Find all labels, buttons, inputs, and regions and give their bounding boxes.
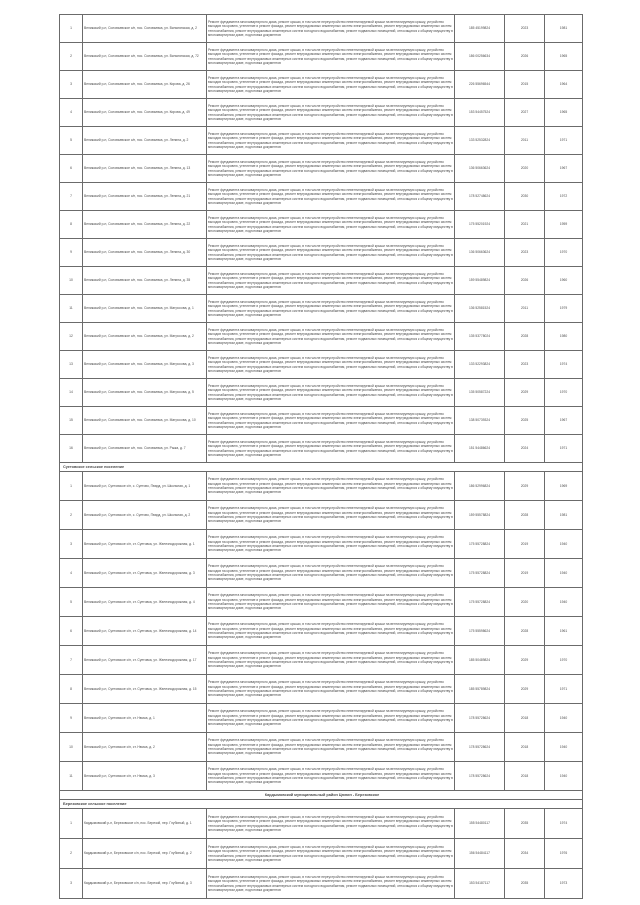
planned-year-cell: 2023	[505, 351, 545, 379]
planned-year-cell: 2029	[505, 646, 545, 675]
address-cell: Велижский р-н, Соловьевское с/п, пос. Соловьевка, ул. Ленина, д. 2	[83, 127, 207, 155]
row-number-cell: 5	[60, 588, 83, 617]
table-row	[60, 530, 583, 559]
table-row	[60, 762, 583, 791]
table-row	[60, 839, 583, 869]
row-number-cell: 1	[60, 472, 83, 501]
cost-cell: 136 50663624	[455, 239, 505, 267]
row-number-cell: 1	[60, 15, 83, 43]
built-year-cell: 1971	[545, 127, 583, 155]
row-number-cell: 6	[60, 617, 83, 646]
built-year-cell: 1979	[545, 295, 583, 323]
table-row	[60, 646, 583, 675]
planned-year-cell: 2025	[505, 407, 545, 435]
cost-cell: 138 50739324	[455, 407, 505, 435]
table-row	[60, 407, 583, 435]
work-types-cell: Ремонт фундамента многоквартирного дома, ремонт крыши, в том числе переустройство невентилируемой крыши на вентилируемую крышу, устройство выходов на кровлю, утепление и ремонт фасада, ремонт внутридомовых инженерных систем электроснабжения, ремонт внутридомовых инженерных систем теплоснабжения, ремонт внутридомовых инженерных систем холодного водоснабжения, ремонт подвальных помещений, относящихся к общему имуществу в многоквартирном доме, подготовка документов	[207, 646, 455, 675]
settlement-heading	[60, 800, 583, 809]
built-year-cell: 1981	[545, 501, 583, 530]
planned-year-cell: 2026	[505, 267, 545, 295]
table-row	[60, 559, 583, 588]
work-types-cell: Ремонт фундамента многоквартирного дома, ремонт крыши, в том числе переустройство невентилируемой крыши на вентилируемую крышу, устройство выходов на кровлю, утепление и ремонт фасада, ремонт внутридомовых инженерных систем электроснабжения, ремонт внутридомовых инженерных систем теплоснабжения, ремонт внутридомовых инженерных систем холодного водоснабжения, ремонт подвальных помещений, относящихся к общему имуществу в многоквартирном доме, подготовка документов	[207, 323, 455, 351]
row-number-cell: 3	[60, 71, 83, 99]
cost-cell: 186 52996824	[455, 472, 505, 501]
address-cell: Велижский р-н, Соловьевское с/п, пос. Соловьевка, ул. Ленина, д. 35	[83, 267, 207, 295]
table-row	[60, 435, 583, 463]
table-row	[60, 617, 583, 646]
row-number-cell: 7	[60, 183, 83, 211]
built-year-cell: 1970	[545, 379, 583, 407]
work-types-cell: Ремонт фундамента многоквартирного дома, ремонт крыши, в том числе переустройство невентилируемой крыши на вентилируемую крышу, устройство выходов на кровлю, утепление и ремонт фасада, ремонт внутридомовых инженерных систем электроснабжения, ремонт внутридомовых инженерных систем теплоснабжения, ремонт внутридомовых инженерных систем холодного водоснабжения, ремонт подвальных помещений, относящихся к общему имуществу в многоквартирном доме, подготовка документов	[207, 295, 455, 323]
capital-repair-table	[59, 14, 583, 899]
cost-cell: 175 55728824	[455, 588, 505, 617]
row-number-cell: 7	[60, 646, 83, 675]
work-types-cell: Ремонт фундамента многоквартирного дома, ремонт крыши, в том числе переустройство невентилируемой крыши на вентилируемую крышу, устройство выходов на кровлю, утепление и ремонт фасада, ремонт внутридомовых инженерных систем электроснабжения, ремонт внутридомовых инженерных систем теплоснабжения, ремонт внутридомовых инженерных систем холодного водоснабжения, ремонт подвальных помещений, относящихся к общему имуществу в многоквартирном доме, подготовка документов	[207, 267, 455, 295]
work-types-cell: Ремонт фундамента многоквартирного дома, ремонт крыши, в том числе переустройство невентилируемой крыши на вентилируемую крышу, устройство выходов на кровлю, утепление и ремонт фасада, ремонт внутридомовых инженерных систем электроснабжения, ремонт внутридомовых инженерных систем теплоснабжения, ремонт внутридомовых инженерных систем холодного водоснабжения, ремонт подвальных помещений, относящихся к общему имуществу в многоквартирном доме, подготовка документов	[207, 472, 455, 501]
row-number-cell: 13	[60, 351, 83, 379]
row-number-cell: 12	[60, 323, 83, 351]
cost-cell: 153 54457524	[455, 99, 505, 127]
cost-cell: 133 52532824	[455, 127, 505, 155]
table-body	[60, 15, 583, 899]
planned-year-cell: 2020	[505, 588, 545, 617]
cost-cell: 156 54484117	[455, 839, 505, 869]
work-types-cell: Ремонт фундамента многоквартирного дома, ремонт крыши, в том числе переустройство невентилируемой крыши на вентилируемую крышу, устройство выходов на кровлю, утепление и ремонт фасада, ремонт внутридомовых инженерных систем электроснабжения, ремонт внутридомовых инженерных систем теплоснабжения, ремонт внутридомовых инженерных систем холодного водоснабжения, ремонт подвальных помещений, относящихся к общему имуществу в многоквартирном доме, подготовка документов	[207, 704, 455, 733]
row-number-cell: 1	[60, 809, 83, 839]
cost-cell: 155 54480117	[455, 809, 505, 839]
planned-year-cell: 2019	[505, 530, 545, 559]
built-year-cell: 1974	[545, 351, 583, 379]
built-year-cell: 1980	[545, 323, 583, 351]
cost-cell: 178 55728624	[455, 762, 505, 791]
work-types-cell: Ремонт фундамента многоквартирного дома, ремонт крыши, в том числе переустройство невентилируемой крыши на вентилируемую крышу, устройство выходов на кровлю, утепление и ремонт фасада, ремонт внутридомовых инженерных систем электроснабжения, ремонт внутридомовых инженерных систем теплоснабжения, ремонт внутридомовых инженерных систем холодного водоснабжения, ремонт подвальных помещений, относящихся к общему имуществу в многоквартирном доме, подготовка документов	[207, 869, 455, 899]
row-number-cell: 2	[60, 839, 83, 869]
table-row	[60, 869, 583, 899]
address-cell: Велижский р-н, Соловьевское с/п, пос. Соловьевка, ул. Матросова, д. 2	[83, 323, 207, 351]
planned-year-cell: 2011	[505, 127, 545, 155]
built-year-cell: 1940	[545, 733, 583, 762]
address-cell: Велижский р-н, Суетовское с/п, ст. Суетовка, ул. Железнодорожная, д. 17	[83, 646, 207, 675]
row-number-cell: 6	[60, 155, 83, 183]
work-types-cell: Ремонт фундамента многоквартирного дома, ремонт крыши, в том числе переустройство невентилируемой крыши на вентилируемую крышу, устройство выходов на кровлю, утепление и ремонт фасада, ремонт внутридомовых инженерных систем электроснабжения, ремонт внутридомовых инженерных систем теплоснабжения, ремонт внутридомовых инженерных систем холодного водоснабжения, ремонт подвальных помещений, относящихся к общему имуществу в многоквартирном доме, подготовка документов	[207, 239, 455, 267]
table-row	[60, 267, 583, 295]
work-types-cell: Ремонт фундамента многоквартирного дома, ремонт крыши, в том числе переустройство невентилируемой крыши на вентилируемую крышу, устройство выходов на кровлю, утепление и ремонт фасада, ремонт внутридомовых инженерных систем электроснабжения, ремонт внутридомовых инженерных систем теплоснабжения, ремонт внутридомовых инженерных систем холодного водоснабжения, ремонт подвальных помещений, относящихся к общему имуществу в многоквартирном доме, подготовка документов	[207, 71, 455, 99]
table-row	[60, 295, 583, 323]
planned-year-cell: 2028	[505, 323, 545, 351]
table-row	[60, 239, 583, 267]
built-year-cell: 1940	[545, 762, 583, 791]
work-types-cell: Ремонт фундамента многоквартирного дома, ремонт крыши, в том числе переустройство невентилируемой крыши на вентилируемую крышу, устройство выходов на кровлю, утепление и ремонт фасада, ремонт внутридомовых инженерных систем электроснабжения, ремонт внутридомовых инженерных систем теплоснабжения, ремонт внутридомовых инженерных систем холодного водоснабжения, ремонт подвальных помещений, относящихся к общему имуществу в многоквартирном доме, подготовка документов	[207, 762, 455, 791]
row-number-cell: 11	[60, 295, 83, 323]
work-types-cell: Ремонт фундамента многоквартирного дома, ремонт крыши, в том числе переустройство невентилируемой крыши на вентилируемую крышу, устройство выходов на кровлю, утепление и ремонт фасада, ремонт внутридомовых инженерных систем электроснабжения, ремонт внутридомовых инженерных систем теплоснабжения, ремонт внутридомовых инженерных систем холодного водоснабжения, ремонт подвальных помещений, относящихся к общему имуществу в многоквартирном доме, подготовка документов	[207, 379, 455, 407]
table-row	[60, 704, 583, 733]
address-cell: Велижский р-н, Соловьевское с/п, пос. Соловьевка, ул. Матросова, д. 10	[83, 407, 207, 435]
built-year-cell: 1970	[545, 239, 583, 267]
planned-year-cell: 2011	[505, 295, 545, 323]
table-row	[60, 351, 583, 379]
cost-cell: 175 55598624	[455, 617, 505, 646]
work-types-cell: Ремонт фундамента многоквартирного дома, ремонт крыши, в том числе переустройство невентилируемой крыши на вентилируемую крышу, устройство выходов на кровлю, утепление и ремонт фасада, ремонт внутридомовых инженерных систем электроснабжения, ремонт внутридомовых инженерных систем теплоснабжения, ремонт внутридомовых инженерных систем холодного водоснабжения, ремонт подвальных помещений, относящихся к общему имуществу в многоквартирном доме, подготовка документов	[207, 530, 455, 559]
planned-year-cell: 2018	[505, 733, 545, 762]
built-year-cell: 1959	[545, 211, 583, 239]
settlement-heading-label: Суетовское сельское поселение	[60, 463, 583, 472]
address-cell: Велижский р-н, Соловьевское с/п, пос. Соловьевка, ул. Вильнянская, д. 72	[83, 43, 207, 71]
address-cell: Велижский р-н, Суетовское с/п, ст. Суетовка, ул. Железнодорожная, д. 14	[83, 617, 207, 646]
row-number-cell: 3	[60, 530, 83, 559]
built-year-cell: 1960	[545, 267, 583, 295]
row-number-cell: 11	[60, 762, 83, 791]
row-number-cell: 10	[60, 267, 83, 295]
cost-cell: 133 52293824	[455, 351, 505, 379]
cost-cell: 175 55728824	[455, 530, 505, 559]
table-row	[60, 211, 583, 239]
planned-year-cell: 2028	[505, 501, 545, 530]
table-row	[60, 472, 583, 501]
cost-cell: 136 52581524	[455, 295, 505, 323]
work-types-cell: Ремонт фундамента многоквартирного дома, ремонт крыши, в том числе переустройство невентилируемой крыши на вентилируемую крышу, устройство выходов на кровлю, утепление и ремонт фасада, ремонт внутридомовых инженерных систем электроснабжения, ремонт внутридомовых инженерных систем теплоснабжения, ремонт внутридомовых инженерных систем холодного водоснабжения, ремонт подвальных помещений, относящихся к общему имуществу в многоквартирном доме, подготовка документов	[207, 183, 455, 211]
planned-year-cell: 2029	[505, 472, 545, 501]
address-cell: Велижский р-н, Соловьевское с/п, пос. Соловьевка, ул. Матросова, д. 1	[83, 295, 207, 323]
address-cell: Велижский р-н, Суетовское с/п, ст. Суетовка, ул. Железнодорожная, д. 3	[83, 559, 207, 588]
cost-cell: 185 55789824	[455, 675, 505, 704]
cost-cell: 159 55489824	[455, 267, 505, 295]
table-row	[60, 43, 583, 71]
address-cell: Велижский р-н, Соловьевское с/п, пос. Соловьевка, ул. Ленина, д. 30	[83, 239, 207, 267]
built-year-cell: 1940	[545, 588, 583, 617]
built-year-cell: 1970	[545, 646, 583, 675]
work-types-cell: Ремонт фундамента многоквартирного дома, ремонт крыши, в том числе переустройство невентилируемой крыши на вентилируемую крышу, устройство выходов на кровлю, утепление и ремонт фасада, ремонт внутридомовых инженерных систем электроснабжения, ремонт внутридомовых инженерных систем теплоснабжения, ремонт внутридомовых инженерных систем холодного водоснабжения, ремонт подвальных помещений, относящихся к общему имуществу в многоквартирном доме, подготовка документов	[207, 809, 455, 839]
address-cell: Велижский р-н, Соловьевское с/п, пос. Соловьевка, ул. Вильнянская, д. 2	[83, 15, 207, 43]
table-row	[60, 15, 583, 43]
work-types-cell: Ремонт фундамента многоквартирного дома, ремонт крыши, в том числе переустройство невентилируемой крыши на вентилируемую крышу, устройство выходов на кровлю, утепление и ремонт фасада, ремонт внутридомовых инженерных систем электроснабжения, ремонт внутридомовых инженерных систем теплоснабжения, ремонт внутридомовых инженерных систем холодного водоснабжения, ремонт подвальных помещений, относящихся к общему имуществу в многоквартирном доме, подготовка документов	[207, 15, 455, 43]
row-number-cell: 3	[60, 869, 83, 899]
built-year-cell: 1965	[545, 43, 583, 71]
built-year-cell: 1972	[545, 183, 583, 211]
row-number-cell: 5	[60, 127, 83, 155]
address-cell: Кардымовский р-н, Березовское с/п, пос. Березой, пер. Глубиный, д. 1	[83, 809, 207, 839]
address-cell: Велижский р-н, Соловьевское с/п, пос. Соловьевка, ул. Кирова, д. 49	[83, 99, 207, 127]
row-number-cell: 16	[60, 435, 83, 463]
table-row	[60, 99, 583, 127]
planned-year-cell: 2018	[505, 704, 545, 733]
work-types-cell: Ремонт фундамента многоквартирного дома, ремонт крыши, в том числе переустройство невентилируемой крыши на вентилируемую крышу, устройство выходов на кровлю, утепление и ремонт фасада, ремонт внутридомовых инженерных систем электроснабжения, ремонт внутридомовых инженерных систем теплоснабжения, ремонт внутридомовых инженерных систем холодного водоснабжения, ремонт подвальных помещений, относящихся к общему имуществу в многоквартирном доме, подготовка документов	[207, 733, 455, 762]
table-row	[60, 127, 583, 155]
work-types-cell: Ремонт фундамента многоквартирного дома, ремонт крыши, в том числе переустройство невентилируемой крыши на вентилируемую крышу, устройство выходов на кровлю, утепление и ремонт фасада, ремонт внутридомовых инженерных систем электроснабжения, ремонт внутридомовых инженерных систем теплоснабжения, ремонт внутридомовых инженерных систем холодного водоснабжения, ремонт подвальных помещений, относящихся к общему имуществу в многоквартирном доме, подготовка документов	[207, 211, 455, 239]
work-types-cell: Ремонт фундамента многоквартирного дома, ремонт крыши, в том числе переустройство невентилируемой крыши на вентилируемую крышу, устройство выходов на кровлю, утепление и ремонт фасада, ремонт внутридомовых инженерных систем электроснабжения, ремонт внутридомовых инженерных систем теплоснабжения, ремонт внутридомовых инженерных систем холодного водоснабжения, ремонт подвальных помещений, относящихся к общему имуществу в многоквартирном доме, подготовка документов	[207, 675, 455, 704]
table-row	[60, 588, 583, 617]
built-year-cell: 1940	[545, 559, 583, 588]
cost-cell: 226 55696544	[455, 71, 505, 99]
address-cell: Велижский р-н, Суетовское с/п, ст. Суетовка, ул. Железнодорожная, д. 4	[83, 588, 207, 617]
cost-cell: 175 55728824	[455, 559, 505, 588]
row-number-cell: 2	[60, 501, 83, 530]
work-types-cell: Ремонт фундамента многоквартирного дома, ремонт крыши, в том числе переустройство невентилируемой крыши на вентилируемую крышу, устройство выходов на кровлю, утепление и ремонт фасада, ремонт внутридомовых инженерных систем электроснабжения, ремонт внутридомовых инженерных систем теплоснабжения, ремонт внутридомовых инженерных систем холодного водоснабжения, ремонт подвальных помещений, относящихся к общему имуществу в многоквартирном доме, подготовка документов	[207, 435, 455, 463]
table-row	[60, 809, 583, 839]
address-cell: Велижский р-н, Суетовское с/п, с. Суетово, Пвард, ул. Школьная, д. 1	[83, 472, 207, 501]
built-year-cell: 1964	[545, 71, 583, 99]
settlement-heading	[60, 463, 583, 472]
row-number-cell: 9	[60, 239, 83, 267]
address-cell: Кардымовский р-н, Березовское с/п, пос. Березой, пер. Глубиный, д. 2	[83, 839, 207, 869]
table-row	[60, 323, 583, 351]
work-types-cell: Ремонт фундамента многоквартирного дома, ремонт крыши, в том числе переустройство невентилируемой крыши на вентилируемую крышу, устройство выходов на кровлю, утепление и ремонт фасада, ремонт внутридомовых инженерных систем электроснабжения, ремонт внутридомовых инженерных систем теплоснабжения, ремонт внутридомовых инженерных систем холодного водоснабжения, ремонт подвальных помещений, относящихся к общему имуществу в многоквартирном доме, подготовка документов	[207, 43, 455, 71]
address-cell: Велижский р-н, Соловьевское с/п, пос. Соловьевка, ул. Ленина, д. 13	[83, 155, 207, 183]
row-number-cell: 8	[60, 211, 83, 239]
cost-cell: 178 55728624	[455, 704, 505, 733]
district-heading	[60, 791, 583, 800]
row-number-cell: 2	[60, 43, 83, 71]
built-year-cell: 1976	[545, 839, 583, 869]
planned-year-cell: 2021	[505, 211, 545, 239]
work-types-cell: Ремонт фундамента многоквартирного дома, ремонт крыши, в том числе переустройство невентилируемой крыши на вентилируемую крышу, устройство выходов на кровлю, утепление и ремонт фасада, ремонт внутридомовых инженерных систем электроснабжения, ремонт внутридомовых инженерных систем теплоснабжения, ремонт внутридомовых инженерных систем холодного водоснабжения, ремонт подвальных помещений, относящихся к общему имуществу в многоквартирном доме, подготовка документов	[207, 588, 455, 617]
planned-year-cell: 2026	[505, 43, 545, 71]
work-types-cell: Ремонт фундамента многоквартирного дома, ремонт крыши, в том числе переустройство невентилируемой крыши на вентилируемую крышу, устройство выходов на кровлю, утепление и ремонт фасада, ремонт внутридомовых инженерных систем электроснабжения, ремонт внутридомовых инженерных систем теплоснабжения, ремонт внутридомовых инженерных систем холодного водоснабжения, ремонт подвальных помещений, относящихся к общему имуществу в многоквартирном доме, подготовка документов	[207, 617, 455, 646]
planned-year-cell: 2035	[505, 809, 545, 839]
built-year-cell: 1974	[545, 809, 583, 839]
row-number-cell: 14	[60, 379, 83, 407]
planned-year-cell: 2027	[505, 99, 545, 127]
address-cell: Велижский р-н, Соловьевское с/п, пос. Соловьевка, ул. Матросова, д. 3	[83, 351, 207, 379]
register-document	[59, 14, 582, 899]
planned-year-cell: 2035	[505, 869, 545, 899]
cost-cell: 151 54486624	[455, 435, 505, 463]
address-cell: Велижский р-н, Суетовское с/п, ст. Нюика, д. 1	[83, 704, 207, 733]
table-row	[60, 379, 583, 407]
built-year-cell: 1971	[545, 435, 583, 463]
work-types-cell: Ремонт фундамента многоквартирного дома, ремонт крыши, в том числе переустройство невентилируемой крыши на вентилируемую крышу, устройство выходов на кровлю, утепление и ремонт фасада, ремонт внутридомовых инженерных систем электроснабжения, ремонт внутридомовых инженерных систем теплоснабжения, ремонт внутридомовых инженерных систем холодного водоснабжения, ремонт подвальных помещений, относящихся к общему имуществу в многоквартирном доме, подготовка документов	[207, 351, 455, 379]
row-number-cell: 4	[60, 99, 83, 127]
row-number-cell: 15	[60, 407, 83, 435]
address-cell: Велижский р-н, Суетовское с/п, ст. Нюика, д. 3	[83, 762, 207, 791]
address-cell: Велижский р-н, Суетовское с/п, ст. Нюика, д. 2	[83, 733, 207, 762]
built-year-cell: 1981	[545, 15, 583, 43]
cost-cell: 159 55578824	[455, 501, 505, 530]
address-cell: Велижский р-н, Соловьевское с/п, пос. Соловьевка, ул. Кирова, д. 26	[83, 71, 207, 99]
row-number-cell: 10	[60, 733, 83, 762]
work-types-cell: Ремонт фундамента многоквартирного дома, ремонт крыши, в том числе переустройство невентилируемой крыши на вентилируемую крышу, устройство выходов на кровлю, утепление и ремонт фасада, ремонт внутридомовых инженерных систем электроснабжения, ремонт внутридомовых инженерных систем теплоснабжения, ремонт внутридомовых инженерных систем холодного водоснабжения, ремонт подвальных помещений, относящихся к общему имуществу в многоквартирном доме, подготовка документов	[207, 559, 455, 588]
cost-cell: 178 55728624	[455, 733, 505, 762]
work-types-cell: Ремонт фундамента многоквартирного дома, ремонт крыши, в том числе переустройство невентилируемой крыши на вентилируемую крышу, устройство выходов на кровлю, утепление и ремонт фасада, ремонт внутридомовых инженерных систем электроснабжения, ремонт внутридомовых инженерных систем теплоснабжения, ремонт внутридомовых инженерных систем холодного водоснабжения, ремонт подвальных помещений, относящихся к общему имуществу в многоквартирном доме, подготовка документов	[207, 155, 455, 183]
cost-cell: 185 45199824	[455, 15, 505, 43]
planned-year-cell: 2018	[505, 762, 545, 791]
cost-cell: 185 50489824	[455, 646, 505, 675]
cost-cell: 136 50663624	[455, 155, 505, 183]
table-row	[60, 501, 583, 530]
planned-year-cell: 2015	[505, 71, 545, 99]
cost-cell: 135 53778024	[455, 323, 505, 351]
work-types-cell: Ремонт фундамента многоквартирного дома, ремонт крыши, в том числе переустройство невентилируемой крыши на вентилируемую крышу, устройство выходов на кровлю, утепление и ремонт фасада, ремонт внутридомовых инженерных систем электроснабжения, ремонт внутридомовых инженерных систем теплоснабжения, ремонт внутридомовых инженерных систем холодного водоснабжения, ремонт подвальных помещений, относящихся к общему имуществу в многоквартирном доме, подготовка документов	[207, 407, 455, 435]
built-year-cell: 1973	[545, 869, 583, 899]
address-cell: Велижский р-н, Соловьевское с/п, пос. Соловьевка, ул. Ленина, д. 21	[83, 183, 207, 211]
address-cell: Велижский р-н, Соловьевское с/п, пос. Соловьевка, ул. Матросова, д. 5	[83, 379, 207, 407]
work-types-cell: Ремонт фундамента многоквартирного дома, ремонт крыши, в том числе переустройство невентилируемой крыши на вентилируемую крышу, устройство выходов на кровлю, утепление и ремонт фасада, ремонт внутридомовых инженерных систем электроснабжения, ремонт внутридомовых инженерных систем теплоснабжения, ремонт внутридомовых инженерных систем холодного водоснабжения, ремонт подвальных помещений, относящихся к общему имуществу в многоквартирном доме, подготовка документов	[207, 839, 455, 869]
cost-cell: 175 55201924	[455, 211, 505, 239]
row-number-cell: 8	[60, 675, 83, 704]
planned-year-cell: 2020	[505, 155, 545, 183]
settlement-heading-label: Березовское сельское поселение	[60, 800, 583, 809]
table-row	[60, 155, 583, 183]
built-year-cell: 1965	[545, 99, 583, 127]
built-year-cell: 1967	[545, 155, 583, 183]
planned-year-cell: 2023	[505, 15, 545, 43]
built-year-cell: 1969	[545, 472, 583, 501]
work-types-cell: Ремонт фундамента многоквартирного дома, ремонт крыши, в том числе переустройство невентилируемой крыши на вентилируемую крышу, устройство выходов на кровлю, утепление и ремонт фасада, ремонт внутридомовых инженерных систем электроснабжения, ремонт внутридомовых инженерных систем теплоснабжения, ремонт внутридомовых инженерных систем холодного водоснабжения, ремонт подвальных помещений, относящихся к общему имуществу в многоквартирном доме, подготовка документов	[207, 501, 455, 530]
built-year-cell: 1940	[545, 704, 583, 733]
planned-year-cell: 2019	[505, 559, 545, 588]
table-row	[60, 675, 583, 704]
built-year-cell: 1967	[545, 407, 583, 435]
address-cell: Кардымовский р-н, Березовское с/п, пос. Березой, пер. Глубиный, д. 3	[83, 869, 207, 899]
row-number-cell: 4	[60, 559, 83, 588]
cost-cell: 186 00256634	[455, 43, 505, 71]
table-row	[60, 733, 583, 762]
cost-cell: 153 54187117	[455, 869, 505, 899]
address-cell: Велижский р-н, Соловьевское с/п, пос. Соловьевка, ул. Ленина, д. 22	[83, 211, 207, 239]
table-row	[60, 183, 583, 211]
work-types-cell: Ремонт фундамента многоквартирного дома, ремонт крыши, в том числе переустройство невентилируемой крыши на вентилируемую крышу, устройство выходов на кровлю, утепление и ремонт фасада, ремонт внутридомовых инженерных систем электроснабжения, ремонт внутридомовых инженерных систем теплоснабжения, ремонт внутридомовых инженерных систем холодного водоснабжения, ремонт подвальных помещений, относящихся к общему имуществу в многоквартирном доме, подготовка документов	[207, 127, 455, 155]
built-year-cell: 1971	[545, 675, 583, 704]
planned-year-cell: 2029	[505, 379, 545, 407]
planned-year-cell: 2024	[505, 435, 545, 463]
table-row	[60, 71, 583, 99]
built-year-cell: 1940	[545, 530, 583, 559]
address-cell: Велижский р-н, Суетовское с/п, ст. Суетовка, ул. Железнодорожная, д. 1	[83, 530, 207, 559]
address-cell: Велижский р-н, Суетовское с/п, ст. Суетовка, ул. Железнодорожная, д. 15	[83, 675, 207, 704]
planned-year-cell: 2029	[505, 675, 545, 704]
row-number-cell: 9	[60, 704, 83, 733]
district-heading-label: Кардымовский муниципальный район Цюнин - Березовское	[60, 791, 583, 800]
work-types-cell: Ремонт фундамента многоквартирного дома, ремонт крыши, в том числе переустройство невентилируемой крыши на вентилируемую крышу, устройство выходов на кровлю, утепление и ремонт фасада, ремонт внутридомовых инженерных систем электроснабжения, ремонт внутридомовых инженерных систем теплоснабжения, ремонт внутридомовых инженерных систем холодного водоснабжения, ремонт подвальных помещений, относящихся к общему имуществу в многоквартирном доме, подготовка документов	[207, 99, 455, 127]
planned-year-cell: 2034	[505, 839, 545, 869]
planned-year-cell: 2030	[505, 183, 545, 211]
address-cell: Велижский р-н, Суетовское с/п, с. Суетово, Пвард, ул. Школьная, д. 2	[83, 501, 207, 530]
address-cell: Велижский р-н, Соловьевское с/п, пос. Соловьевка, ул. Рыжа, д. 7	[83, 435, 207, 463]
cost-cell: 135 50587224	[455, 379, 505, 407]
planned-year-cell: 2028	[505, 617, 545, 646]
cost-cell: 178 52748624	[455, 183, 505, 211]
planned-year-cell: 2023	[505, 239, 545, 267]
built-year-cell: 1961	[545, 617, 583, 646]
